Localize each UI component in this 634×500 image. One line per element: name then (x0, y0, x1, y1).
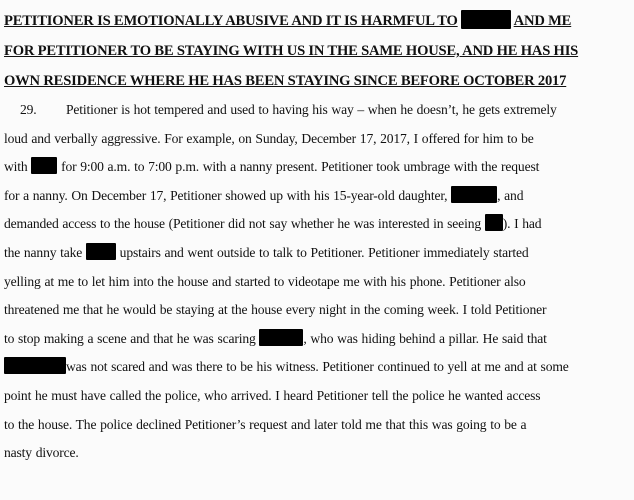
para-text: , and (497, 187, 524, 203)
para-line (4, 96, 628, 125)
para-line (4, 325, 628, 354)
heading-text: PETITIONER IS EMOTIONALLY ABUSIVE AND IT IS HARMFUL TO (4, 13, 458, 29)
para-line (4, 239, 628, 268)
para-line (4, 210, 628, 239)
paragraph-number: 29. (20, 102, 37, 117)
para-line (4, 353, 628, 382)
para-line: to the house. The police declined Petitioner’s request and later told me that this was going to be a (4, 416, 527, 432)
heading-text: AND ME (513, 13, 572, 29)
para-text: the nanny take (4, 244, 83, 260)
para-text: with (4, 159, 28, 175)
heading-line-2: FOR PETITIONER TO BE STAYING WITH US IN THE SAME HOUSE, AND HE HAS HIS (4, 43, 579, 59)
para-line: threatened me that he would be staying at the house every night in the coming week. I told Petitioner (4, 302, 547, 318)
redaction-box (86, 243, 116, 260)
para-line: loud and verbally aggressive. For example, on Sunday, December 17, 2017, I offered for him to be (4, 130, 534, 146)
para-text: for 9:00 a.m. to 7:00 p.m. with a nanny present. Petitioner took umbrage with the request (61, 159, 540, 175)
redaction-box (259, 329, 303, 346)
para-text: , who was hiding behind a pillar. He said that (303, 330, 547, 346)
redaction-box (31, 157, 57, 174)
paragraph-29 (4, 96, 628, 468)
para-text: upstairs and went outside to talk to Petitioner. Petitioner immediately started (119, 244, 529, 260)
heading-line-1 (4, 6, 628, 36)
redaction-box (451, 186, 497, 203)
para-line: yelling at me to let him into the house and started to videotape me with his phone. Petitioner also (4, 273, 526, 289)
redaction-box (461, 10, 511, 29)
heading-line-3: OWN RESIDENCE WHERE HE HAS BEEN STAYING SINCE BEFORE OCTOBER 2017 (4, 73, 567, 89)
para-line (4, 153, 628, 182)
redaction-box (485, 214, 503, 231)
para-text: Petitioner is hot tempered and used to having his way – when he doesn’t, he gets extremely (66, 102, 557, 117)
para-text: was not scared and was there to be his witness. Petitioner continued to yell at me and at some (66, 359, 569, 375)
section-heading (4, 6, 628, 96)
para-text: ). I had (502, 216, 542, 232)
para-text: for a nanny. On December 17, Petitioner showed up with his 15-year-old daughter, (4, 187, 448, 203)
para-line (4, 182, 628, 211)
para-line: point he must have called the police, who arrived. I heard Petitioner tell the police he wanted access (4, 387, 541, 403)
para-text: to stop making a scene and that he was scaring (4, 330, 256, 346)
redaction-box (4, 357, 66, 374)
para-text: demanded access to the house (Petitioner did not say whether he was interested in seeing (4, 216, 481, 232)
para-line: nasty divorce. (4, 445, 79, 461)
